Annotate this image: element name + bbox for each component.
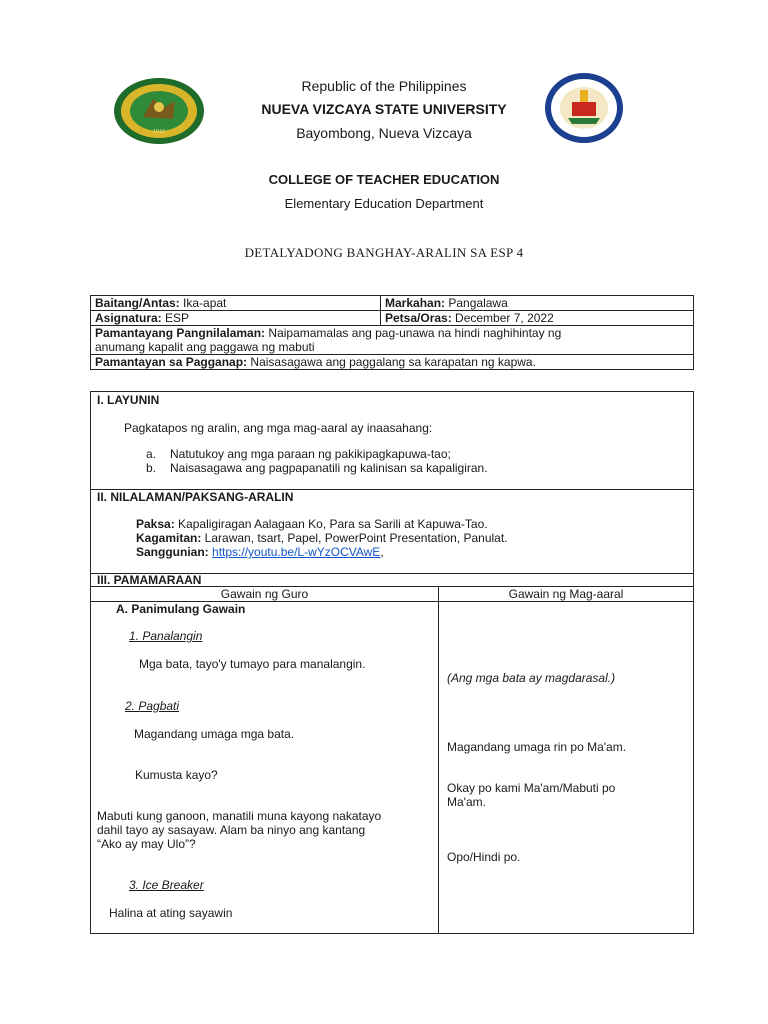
- university-location: Bayombong, Nueva Vizcaya: [296, 125, 472, 141]
- layunin-intro: Pagkatapos ng aralin, ang mga mag-aaral ay inaasahang:: [124, 421, 433, 435]
- magaaral-text: Opo/Hindi po.: [447, 850, 521, 864]
- petsa-value: December 7, 2022: [451, 311, 554, 325]
- republic-heading: Republic of the Philippines: [301, 78, 467, 94]
- pangnilalaman-label: Pamantayang Pangnilalaman:: [95, 326, 266, 340]
- guro-text: Magandang umaga mga bata.: [134, 727, 295, 741]
- guro-text: Mga bata, tayo'y tumayo para manalangin.: [139, 657, 366, 671]
- layunin-heading: I. LAYUNIN: [97, 393, 160, 407]
- department-name: Elementary Education Department: [284, 196, 484, 211]
- paksa-value: Kapaligiragan Aalagaan Ko, Para sa Sarili at Kapuwa-Tao.: [174, 517, 488, 531]
- baitang-label: Baitang/Antas:: [95, 296, 180, 310]
- kagamitan-line: [136, 531, 508, 545]
- section-a-heading: A. Panimulang Gawain: [116, 602, 246, 616]
- petsa-label: Petsa/Oras:: [385, 311, 452, 325]
- kagamitan-label: Kagamitan:: [136, 531, 202, 545]
- paksa-line: [136, 517, 488, 531]
- layunin-item-marker: b.: [146, 461, 157, 475]
- pangnilalaman-cell: [91, 326, 694, 355]
- lesson-plan-box: [90, 391, 694, 934]
- asignatura-cell: [91, 311, 381, 326]
- subheading-ice-breaker: 3. Ice Breaker: [129, 878, 204, 892]
- column-header-magaaral: Gawain ng Mag-aaral: [508, 587, 624, 601]
- pagganap-cell: [91, 355, 694, 370]
- column-divider: [438, 586, 439, 933]
- asignatura-value: ESP: [161, 311, 190, 325]
- guro-text: Kumusta kayo?: [135, 768, 218, 782]
- lesson-info-table: [90, 295, 694, 370]
- guro-text: Mabuti kung ganoon, manatili muna kayong nakatayo: [97, 809, 382, 823]
- pamamaraan-heading: III. PAMAMARAAN: [97, 573, 202, 587]
- info-row: [91, 296, 694, 311]
- pangnilalaman-value-cont: anumang kapalit ang paggawa ng mabuti: [95, 340, 315, 354]
- guro-text: dahil tayo ay sasayaw. Alam ba ninyo ang kantang: [97, 823, 366, 837]
- pagganap-value: Naisasagawa ang paggalang sa karapatan ng kapwa.: [247, 355, 536, 369]
- baitang-value: Ika-apat: [179, 296, 227, 310]
- magaaral-text: Magandang umaga rin po Ma'am.: [447, 740, 627, 754]
- info-row: [91, 326, 694, 355]
- pagganap-label: Pamantayan sa Pagganap:: [95, 355, 248, 369]
- subheading-panalangin: 1. Panalangin: [129, 629, 203, 643]
- markahan-value: Pangalawa: [445, 296, 508, 310]
- markahan-cell: [381, 296, 694, 311]
- magaaral-text: Ma'am.: [447, 795, 486, 809]
- info-row: [91, 311, 694, 326]
- sanggunian-line: [136, 545, 384, 559]
- layunin-item: Naisasagawa ang pagpapanatili ng kalinisan sa kapaligiran.: [170, 461, 488, 475]
- university-name: NUEVA VIZCAYA STATE UNIVERSITY: [261, 101, 507, 117]
- subheading-pagbati: 2. Pagbati: [125, 699, 180, 713]
- college-seal-sub-text: N.V.S.U.: [574, 128, 594, 134]
- guro-text: “Ako ay may Ulo”?: [97, 837, 196, 851]
- document-title: DETALYADONG BANGHAY-ARALIN SA ESP 4: [244, 245, 524, 260]
- layunin-item: Natutukoy ang mga paraan ng pakikipagkapuwa-tao;: [170, 447, 451, 461]
- sanggunian-link[interactable]: https://youtu.be/L-wYzOCVAwE: [212, 545, 381, 559]
- layunin-item-marker: a.: [146, 447, 157, 461]
- seal-year-text: 1916: [153, 129, 165, 135]
- paksa-label: Paksa:: [136, 517, 175, 531]
- baitang-cell: [91, 296, 381, 311]
- petsa-cell: [381, 311, 694, 326]
- markahan-label: Markahan:: [385, 296, 446, 310]
- magaaral-text: Okay po kami Ma'am/Mabuti po: [447, 781, 616, 795]
- info-row: [91, 355, 694, 370]
- pangnilalaman-value: Naipamamalas ang pag-unawa na hindi naghihintay ng: [265, 326, 562, 340]
- kagamitan-value: Larawan, tsart, Papel, PowerPoint Presentation, Panulat.: [201, 531, 508, 545]
- nilalaman-heading: II. NILALAMAN/PAKSANG-ARALIN: [97, 490, 294, 504]
- column-header-guro: Gawain ng Guro: [220, 587, 309, 601]
- magaaral-text: (Ang mga bata ay magdarasal.): [447, 671, 616, 685]
- asignatura-label: Asignatura:: [95, 311, 162, 325]
- college-name: COLLEGE OF TEACHER EDUCATION: [268, 172, 500, 187]
- sanggunian-comma: ,: [380, 545, 384, 559]
- guro-text: Halina at ating sayawin: [109, 906, 233, 920]
- sanggunian-label: Sanggunian:: [136, 545, 209, 559]
